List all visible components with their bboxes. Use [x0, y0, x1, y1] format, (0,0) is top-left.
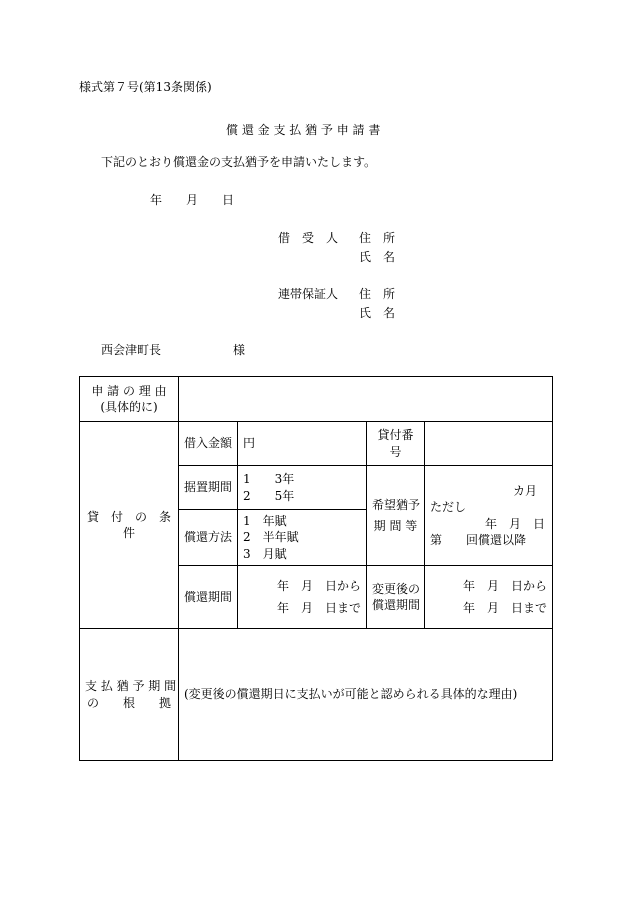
application-table — [79, 376, 553, 761]
changed-period-field[interactable]: 年 月 日から 年 月 日まで — [425, 566, 553, 629]
repayment-period-label: 償還期間 — [179, 566, 238, 629]
desired-period-field[interactable]: カ月 ただし 年 月 日 第 回償還以降 — [425, 466, 553, 566]
loan-number-label: 貸付番号 — [367, 422, 425, 466]
guarantor-address-label: 住 所 — [359, 287, 396, 301]
basis-header: 支 払 猶 予 期 間 の 根 拠 — [80, 629, 179, 761]
deferment-options: 1 3年 2 5年 — [238, 466, 367, 510]
changed-period-label: 変更後の 償還期間 — [367, 566, 425, 629]
borrower-label: 借 受 人 — [278, 231, 339, 245]
loan-amount-label: 借入金額 — [179, 422, 238, 466]
basis-note: (変更後の償還期日に支払いが可能と認められる具体的な理由) — [184, 687, 518, 702]
borrower-name-label: 氏 名 — [359, 250, 396, 264]
reason-field[interactable] — [179, 377, 553, 422]
intro-text: 下記のとおり償還金の支払猶予を申請いたします。 — [101, 155, 377, 169]
guarantor-name-label: 氏 名 — [359, 306, 396, 320]
yen-unit: 円 — [243, 436, 256, 451]
repayment-method-options: 1 年賦 2 半年賦 3 月賦 — [238, 510, 367, 566]
guarantor-label: 連帯保証人 — [278, 287, 339, 301]
document-title: 償 還 金 支 払 猶 予 申 請 書 — [226, 123, 381, 137]
basis-field[interactable] — [179, 629, 553, 761]
borrower-address-label: 住 所 — [359, 231, 396, 245]
repayment-method-label: 償還方法 — [179, 510, 238, 566]
conditions-header: 貸 付 の 条 件 — [80, 422, 179, 629]
loan-number-field[interactable] — [425, 422, 553, 466]
loan-amount-field[interactable] — [238, 422, 367, 466]
repayment-period-field[interactable]: 年 月 日から 年 月 日まで — [238, 566, 367, 629]
deferment-label: 据置期間 — [179, 466, 238, 510]
application-date: 年 月 日 — [150, 193, 235, 207]
form-number: 様式第７号(第13条関係) — [79, 80, 212, 94]
addressee: 西会津町長 様 — [101, 343, 246, 357]
reason-header: 申 請 の 理 由 (具体的に) — [80, 377, 179, 422]
desired-period-label: 希望猶予 期 間 等 — [367, 466, 425, 566]
